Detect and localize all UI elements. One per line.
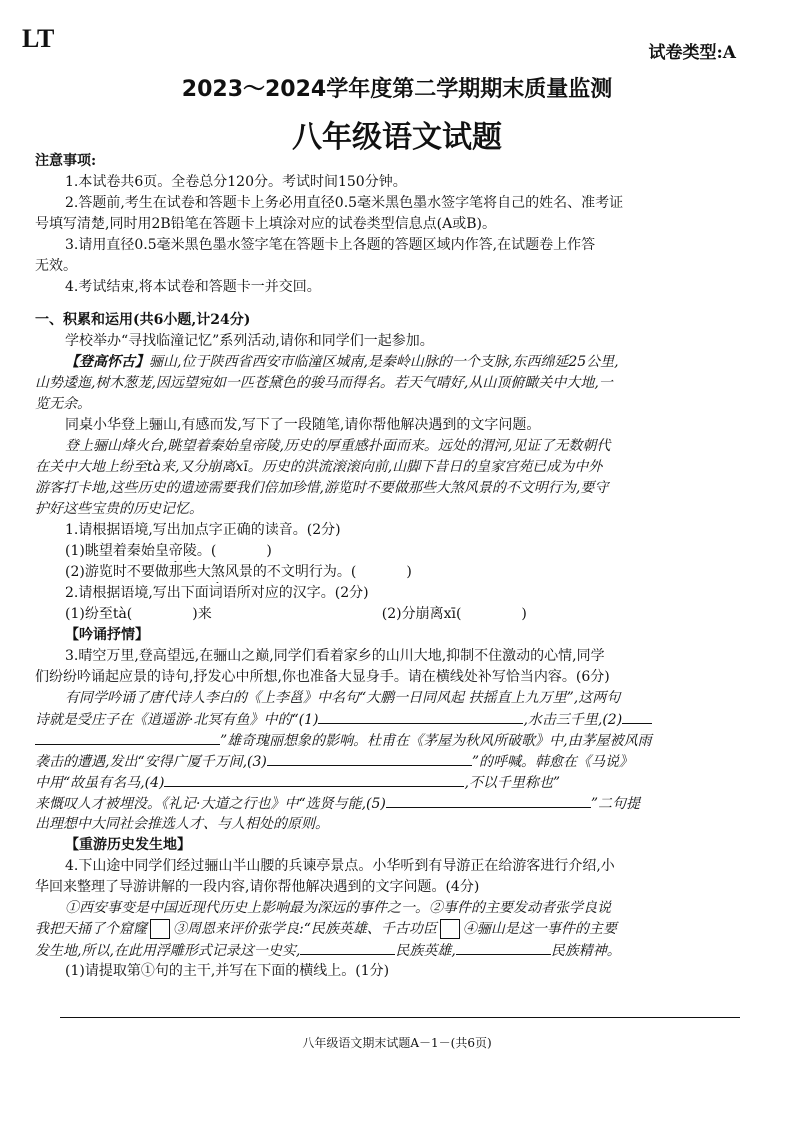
answer-blank[interactable] — [35, 730, 220, 745]
question-3-blanks-1: 诗就是受庄子在《逍遥游·北冥有鱼》中的“(1) ,水击三千里,(2) — [35, 709, 762, 730]
notice-item: 2.答题前,考生在试卷和答题卡上务必用直径0.5毫米黑色墨水签字笔将自己的姓名、准考证 — [65, 195, 624, 211]
answer-blank[interactable] — [622, 709, 652, 724]
question-1-part-2: (2)游览时不要做那些大煞风景的不文明行为。( ) — [65, 564, 412, 580]
notice-item: 3.请用直径0.5毫米黑色墨水签字笔在答题卡上各题的答题区域内作答,在试题卷上作答 — [65, 237, 596, 253]
lishan-intro-line: 览无余。 — [35, 396, 91, 412]
exam-main-title: 八年级语文试题 — [292, 120, 502, 155]
page-footer: 八年级语文期末试题A－1－(共6页) — [302, 1036, 492, 1050]
exam-year-title: 2023～2024学年度第二学期期末质量监测 — [181, 77, 613, 102]
answer-blank[interactable] — [300, 940, 395, 955]
exam-body — [35, 151, 762, 982]
question-3-line: 们纷纷吟诵起应景的诗句,抒发心中所想,你也准备大显身手。请在横线处补写恰当内容。(6分) — [35, 669, 610, 685]
answer-blank[interactable] — [132, 604, 192, 618]
question-3-blanks-5: 来慨叹人才被埋没。《礼记·大道之行也》中“选贤与能,(5) ”二句提 — [35, 793, 762, 814]
notice-title: 注意事项: — [35, 153, 97, 169]
essay-intro: 同桌小华登上骊山,有感而发,写下了一段随笔,请你帮他解决遇到的文字问题。 — [65, 417, 541, 433]
notice-item: 1.本试卷共6页。全卷总分120分。考试时间150分钟。 — [65, 174, 407, 190]
question-4-sub-1: (1)请提取第①句的主干,并写在下面的横线上。(1分) — [65, 963, 390, 979]
answer-blank[interactable] — [356, 562, 406, 576]
punctuation-box[interactable] — [150, 919, 170, 939]
corner-mark: LT — [22, 24, 55, 53]
question-2: 2.请根据语境,写出下面词语所对应的汉字。(2分) — [65, 585, 369, 601]
guide-text-blanks: 发生地,所以,在此用浮雕形式记录这一史实, 民族英雄, 民族精神。 — [35, 940, 762, 961]
essay-line: 护好这些宝贵的历史记忆。 — [35, 501, 203, 517]
answer-blank[interactable] — [386, 793, 591, 808]
section-tag-denggao: 【登高怀古】 — [65, 354, 149, 370]
answer-blank[interactable] — [318, 709, 523, 724]
notice-item: 4.考试结束,将本试卷和答题卡一并交回。 — [65, 279, 321, 295]
punctuation-box[interactable] — [440, 919, 460, 939]
question-4: 4.下山途中同学们经过骊山半山腰的兵谏亭景点。小华听到有导游正在给游客进行介绍,小 — [65, 858, 615, 874]
question-3-blanks-4: 中用“故虽有名马,(4) ,不以千里称也” — [35, 772, 762, 793]
answer-blank[interactable] — [267, 751, 472, 766]
lishan-intro: 骊山,位于陕西省西安市临潼区城南,是秦岭山脉的一个支脉,东西绵延25公里, — [149, 354, 619, 370]
question-3-line: 有同学吟诵了唐代诗人李白的《上李邕》中名句“大鹏一日同风起 扶摇直上九万里”,这两句 — [65, 690, 621, 706]
answer-blank[interactable] — [216, 541, 266, 555]
question-3-blanks-3: 袭击的遭遇,发出“安得广厦千万间,(3) ”的呼喊。韩愈在《马说》 — [35, 751, 762, 772]
essay-line: 登上骊山烽火台,眺望着秦始皇帝陵,历史的厚重感扑面而来。远处的渭河,见证了无数朝代 — [65, 438, 611, 454]
section-tag-yinsong: 【吟诵抒情】 — [65, 627, 149, 643]
guide-text-boxes: 我把天捅了个窟窿 ③周恩来评价张学良:“民族英雄、千古功臣 ④骊山是这一事件的主要 — [35, 921, 617, 937]
question-1-part-1: (1)眺望着秦始皇帝陵。( ) — [65, 543, 272, 559]
question-4-line: 华回来整理了导游讲解的一段内容,请你帮他解决遇到的文字问题。(4分) — [35, 879, 480, 895]
question-3: 3.晴空万里,登高望远,在骊山之巅,同学们看着家乡的山川大地,抑制不住激动的心情,同学 — [65, 648, 605, 664]
dotted-char: 帝陵 — [168, 543, 197, 559]
answer-blank[interactable] — [461, 604, 521, 618]
answer-blank[interactable] — [164, 772, 464, 787]
essay-line: 在关中大地上纷至tà来,又分崩离xī。历史的洪流滚滚向前,山脚下昔日的皇家宫苑已成为中外 — [35, 459, 603, 475]
answer-blank[interactable] — [456, 940, 551, 955]
question-3-blanks-2: ”雄奇瑰丽想象的影响。杜甫在《茅屋为秋风所破歌》中,由茅屋被风雨 — [35, 730, 762, 751]
guide-text-line: ①西安事变是中国近现代历史上影响最为深远的事件之一。②事件的主要发动者张学良说 — [65, 900, 611, 916]
notice-item: 号填写清楚,同时用2B铅笔在答题卡上填涂对应的试卷类型信息点(A或B)。 — [35, 216, 496, 232]
lishan-intro-line: 山势逶迤,树木葱茏,因远望宛如一匹苍黛色的骏马而得名。若天气晴好,从山顶俯瞰关中大地,一 — [35, 375, 613, 391]
section-tag-chongyou: 【重游历史发生地】 — [65, 837, 191, 853]
section-heading: 一、积累和运用(共6小题,计24分) — [35, 312, 251, 328]
question-1: 1.请根据语境,写出加点字正确的读音。(2分) — [65, 522, 341, 538]
essay-line: 游客打卡地,这些历史的遗迹需要我们倍加珍惜,游览时不要做那些大煞风景的不文明行为,要守 — [35, 480, 609, 496]
activity-intro: 学校举办“寻找临潼记忆”系列活动,请你和同学们一起参加。 — [65, 333, 434, 349]
question-2-parts: (1)纷至tà( )来 (2)分崩离xī( ) — [65, 606, 527, 622]
question-3-line: 出理想中大同社会推选人才、与人相处的原则。 — [35, 816, 329, 832]
dotted-char: 煞 — [210, 564, 225, 580]
answer-line[interactable] — [60, 1017, 740, 1018]
paper-type-label: 试卷类型:A — [648, 43, 736, 63]
notice-item: 无效。 — [35, 258, 77, 274]
